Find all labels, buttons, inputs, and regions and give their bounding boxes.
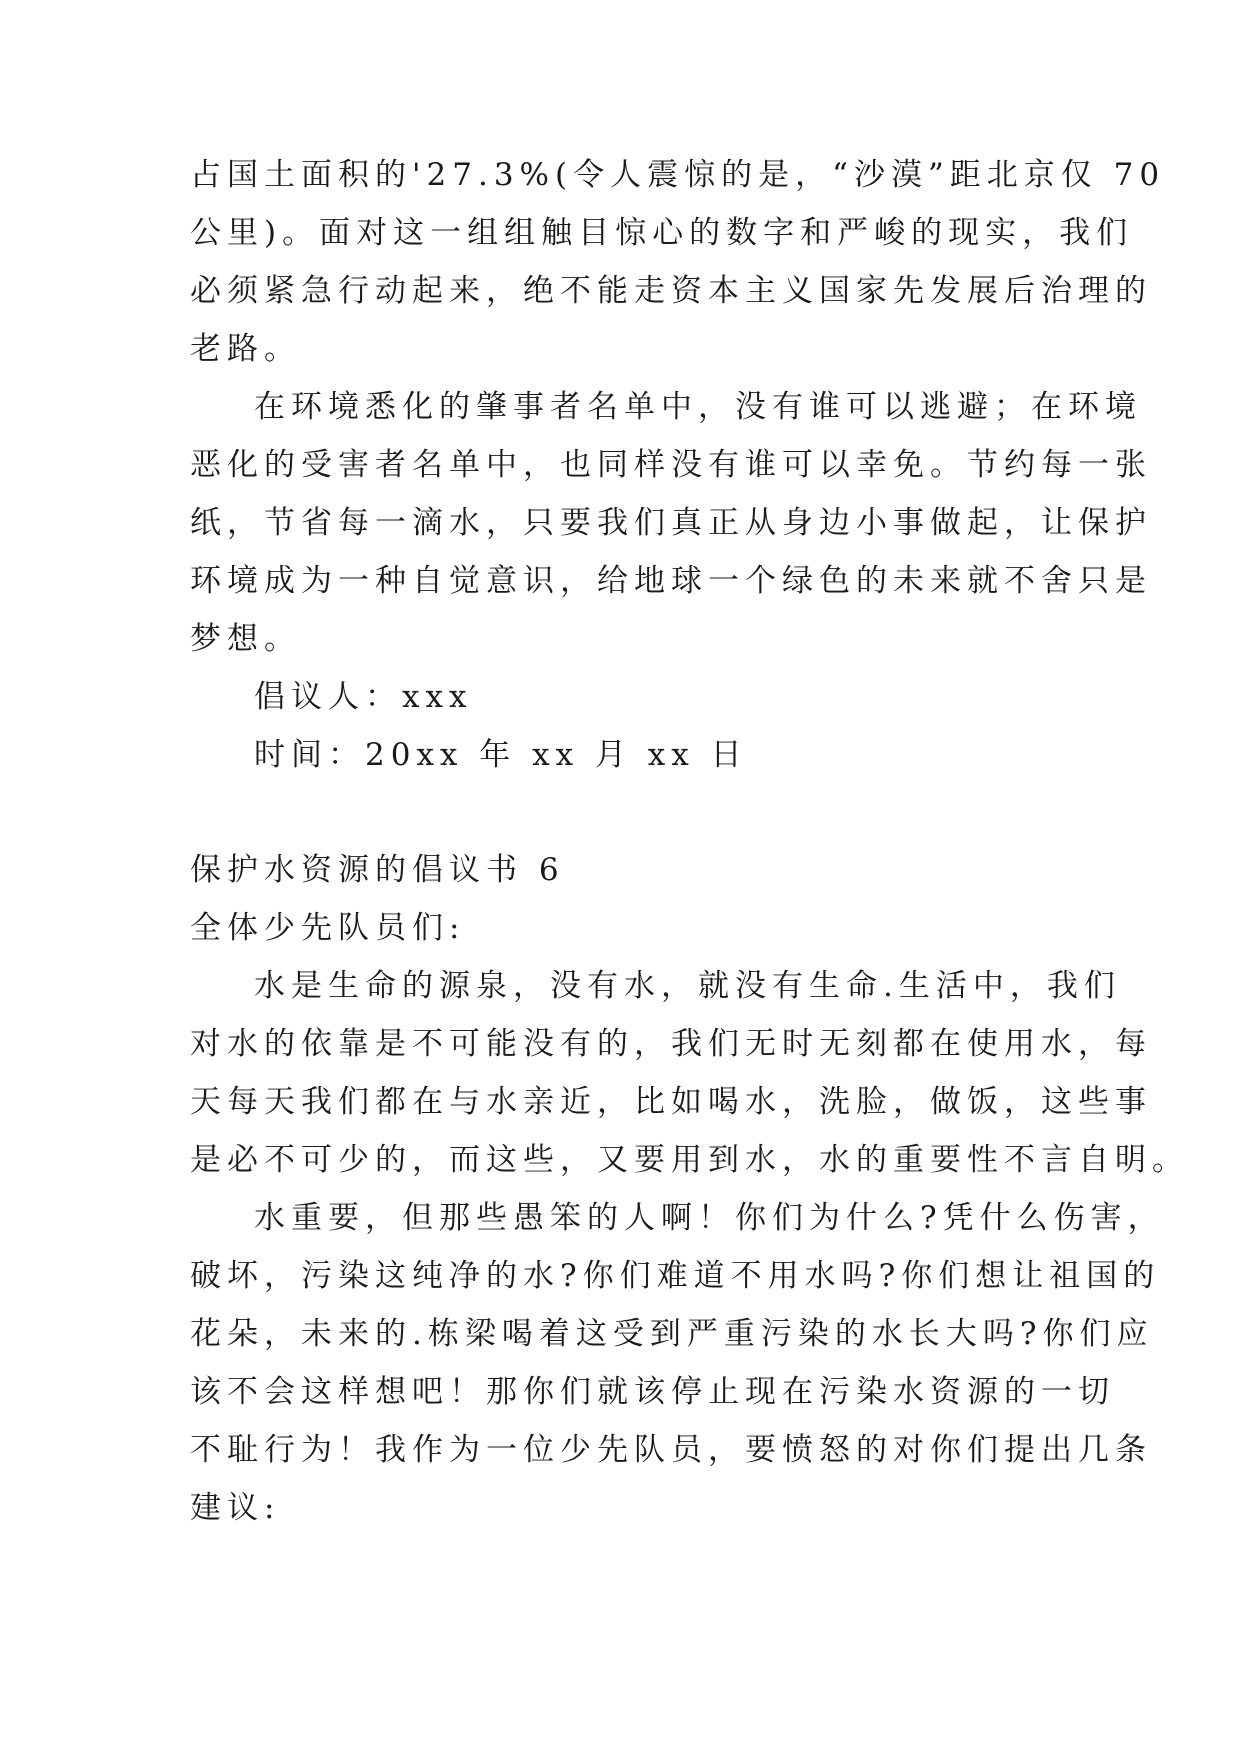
text-line: 梦想。 [190,621,301,657]
section-title: 保护水资源的倡议书 6 [190,852,565,888]
text-line: 建议: [190,1490,281,1526]
text-line: 不耻行为！我作为一位少先队员，要愤怒的对你们提出几条 [190,1432,1152,1468]
text-line: 公里)。面对这一组组触目惊心的数字和严峻的现实，我们 [190,215,1134,251]
paragraph-first-line: 在环境悉化的肇事者名单中，没有谁可以逃避；在环境 [254,389,1142,425]
text-line: 对水的依靠是不可能没有的，我们无时无刻都在使用水，每 [190,1026,1152,1062]
text-line: 环境成为一种自觉意识，给地球一个绿色的未来就不舍只是 [190,563,1152,599]
text-line: 破坏，污染这纯净的水?你们难道不用水吗?你们想让祖国的 [190,1258,1161,1294]
text-line: 该不会这样想吧！那你们就该停止现在污染水资源的一切 [190,1374,1115,1410]
text-line: 必须紧急行动起来，绝不能走资本主义国家先发展后治理的 [190,273,1152,309]
signatory-line: 倡议人：xxx [254,679,473,715]
text-line: 老路。 [190,331,301,367]
text-line: 纸，节省每一滴水，只要我们真正从身边小事做起，让保护 [190,505,1152,541]
paragraph-first-line: 水重要，但那些愚笨的人啊！你们为什么?凭什么伤害， [254,1200,1165,1236]
text-line: 天每天我们都在与水亲近，比如喝水，洗脸，做饭，这些事 [190,1084,1152,1120]
text-line: 占国土面积的'27.3%(令人震惊的是，“沙漠”距北京仅 70 [190,157,1166,193]
text-line: 是必不可少的，而这些，又要用到水，水的重要性不言自明。 [190,1142,1189,1178]
salutation: 全体少先队员们: [190,910,466,946]
paragraph-first-line: 水是生命的源泉，没有水，就没有生命.生活中，我们 [254,968,1121,1004]
text-line: 花朵，未来的.栋梁喝着这受到严重污染的水长大吗?你们应 [190,1316,1154,1352]
text-line: 恶化的受害者名单中，也同样没有谁可以幸免。节约每一张 [190,447,1152,483]
date-line: 时间：20xx 年 xx 月 xx 日 [254,737,748,773]
